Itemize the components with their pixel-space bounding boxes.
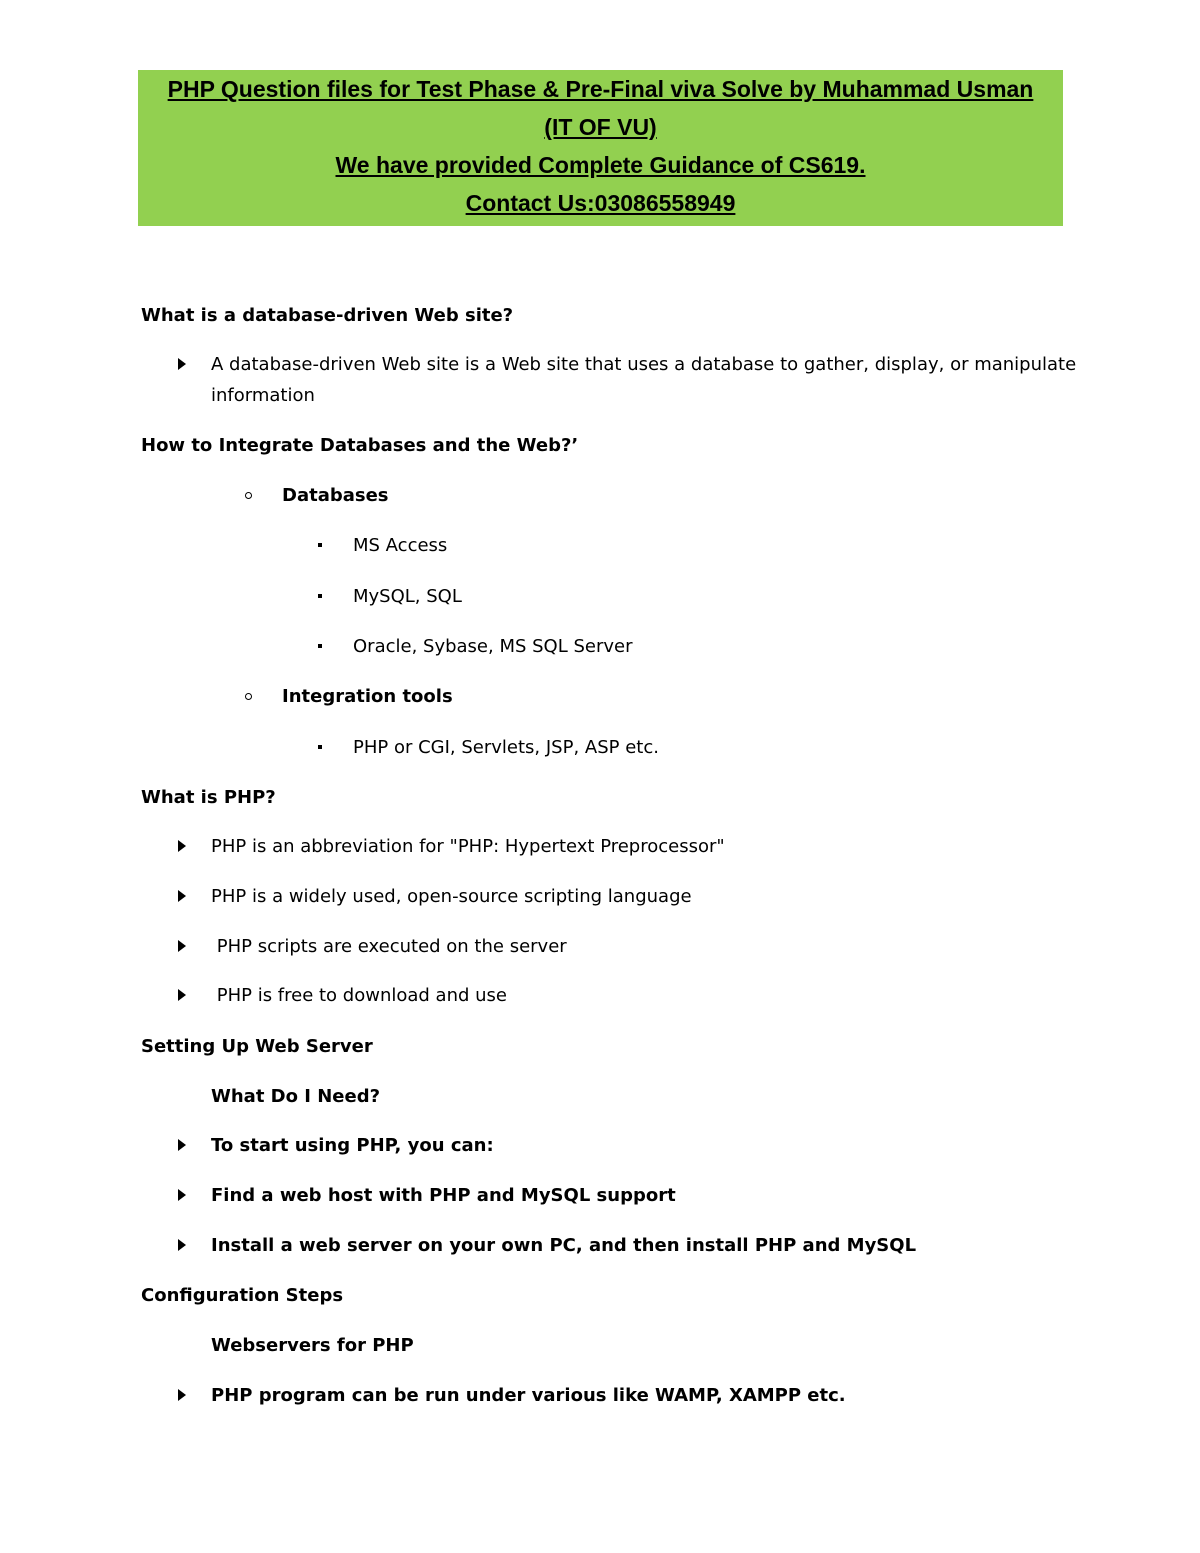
section-heading: How to Integrate Databases and the Web?’: [141, 435, 579, 456]
list-item: PHP is free to download and use: [211, 985, 507, 1006]
list-item: Databases: [282, 485, 389, 506]
bullet-arrow-icon: [178, 1189, 186, 1201]
list-item: PHP is a widely used, open-source scripting language: [211, 886, 692, 907]
list-item: MySQL, SQL: [353, 586, 462, 607]
subheading: What Do I Need?: [211, 1086, 381, 1107]
square-bullet-icon: [318, 644, 322, 648]
list-item: PHP is an abbreviation for "PHP: Hypertext Preprocessor": [211, 836, 725, 857]
square-bullet-icon: [318, 543, 322, 547]
banner-subtitle: (IT OF VU): [544, 114, 657, 140]
bullet-arrow-icon: [178, 890, 186, 902]
bullet-arrow-icon: [178, 358, 186, 370]
list-item: PHP program can be run under various like WAMP, XAMPP etc.: [211, 1385, 846, 1406]
section-heading: Configuration Steps: [141, 1285, 344, 1306]
circle-bullet-icon: [245, 693, 252, 700]
square-bullet-icon: [318, 594, 322, 598]
list-item: MS Access: [353, 535, 448, 556]
subheading: Webservers for PHP: [211, 1335, 414, 1356]
section-heading: What is PHP?: [141, 787, 276, 808]
list-item: Integration tools: [282, 686, 453, 707]
list-item: PHP or CGI, Servlets, JSP, ASP etc.: [353, 737, 659, 758]
list-item-continuation: information: [211, 385, 315, 406]
banner-guidance: We have provided Complete Guidance of CS619.: [335, 152, 866, 178]
banner-contact: Contact Us:03086558949: [465, 190, 736, 216]
list-item: Oracle, Sybase, MS SQL Server: [353, 636, 633, 657]
bullet-arrow-icon: [178, 1389, 186, 1401]
list-item: A database-driven Web site is a Web site that uses a database to gather, display, or manipulate: [211, 354, 1077, 375]
list-item: Install a web server on your own PC, and then install PHP and MySQL: [211, 1235, 917, 1256]
list-item: Find a web host with PHP and MySQL support: [211, 1185, 676, 1206]
square-bullet-icon: [318, 745, 322, 749]
list-item: To start using PHP, you can:: [211, 1135, 494, 1156]
banner-title: PHP Question files for Test Phase & Pre-Final viva Solve by Muhammad Usman: [167, 76, 1034, 102]
list-item: PHP scripts are executed on the server: [211, 936, 567, 957]
section-heading: Setting Up Web Server: [141, 1036, 373, 1057]
bullet-arrow-icon: [178, 989, 186, 1001]
bullet-arrow-icon: [178, 1139, 186, 1151]
bullet-arrow-icon: [178, 1239, 186, 1251]
bullet-arrow-icon: [178, 940, 186, 952]
section-heading: What is a database-driven Web site?: [141, 305, 514, 326]
header-banner: [138, 70, 1063, 226]
bullet-arrow-icon: [178, 840, 186, 852]
circle-bullet-icon: [245, 492, 252, 499]
